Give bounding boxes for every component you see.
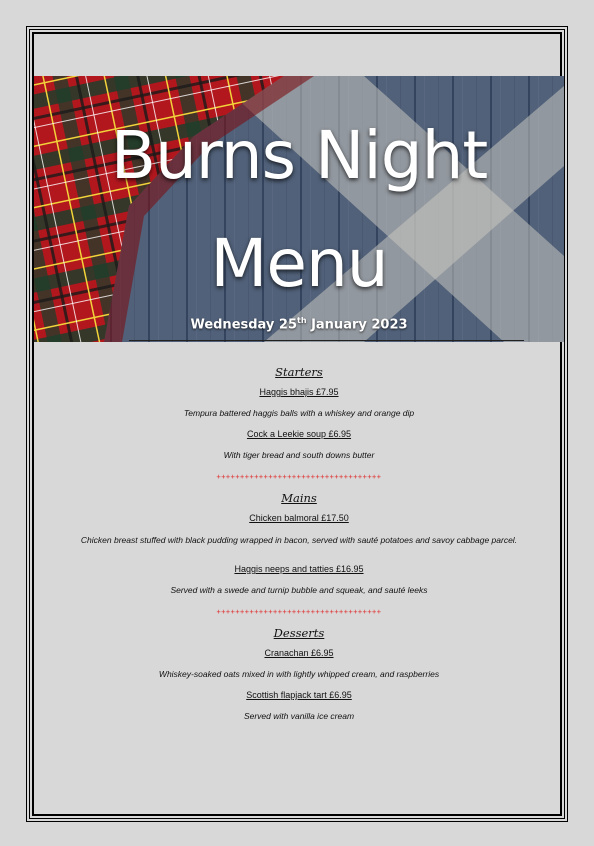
section-divider: +++++++++++++++++++++++++++++++++++ (216, 473, 382, 481)
header-banner (34, 76, 564, 342)
starters-heading: Starters (275, 365, 323, 379)
menu-item-name: Haggis bhajis £7.95 (259, 387, 339, 397)
menu-item-name: Scottish flapjack tart £6.95 (246, 690, 352, 700)
title-line-2: Menu (210, 225, 388, 302)
menu-item-description: Served with vanilla ice cream (243, 711, 355, 721)
event-date: Wednesday 25th January 2023 (190, 316, 408, 333)
menu-item-name: Haggis neeps and tatties £16.95 (234, 564, 364, 574)
menu-item-description: Whiskey-soaked oats mixed in with lightly whipped cream, and raspberries (158, 669, 440, 679)
mains-heading: Mains (281, 491, 317, 505)
menu-item-name: Cock a Leekie soup £6.95 (246, 429, 352, 439)
menu-body (34, 362, 564, 727)
desserts-heading: Desserts (273, 626, 325, 640)
menu-item-name: Chicken balmoral £17.50 (249, 513, 349, 523)
menu-item-description: Chicken breast stuffed with black pudding wrapped in bacon, served with sauté potatoes and savoy cabbage parcel. (80, 535, 518, 545)
menu-item-name: Cranachan £6.95 (264, 648, 334, 658)
section-divider: +++++++++++++++++++++++++++++++++++ (216, 608, 382, 616)
menu-item-description: Tempura battered haggis balls with a whiskey and orange dip (183, 408, 415, 418)
title-line-1: Burns Night (110, 117, 488, 194)
menu-item-description: Served with a swede and turnip bubble and squeak, and sauté leeks (170, 585, 428, 595)
menu-item-description: With tiger bread and south downs butter (223, 450, 375, 460)
